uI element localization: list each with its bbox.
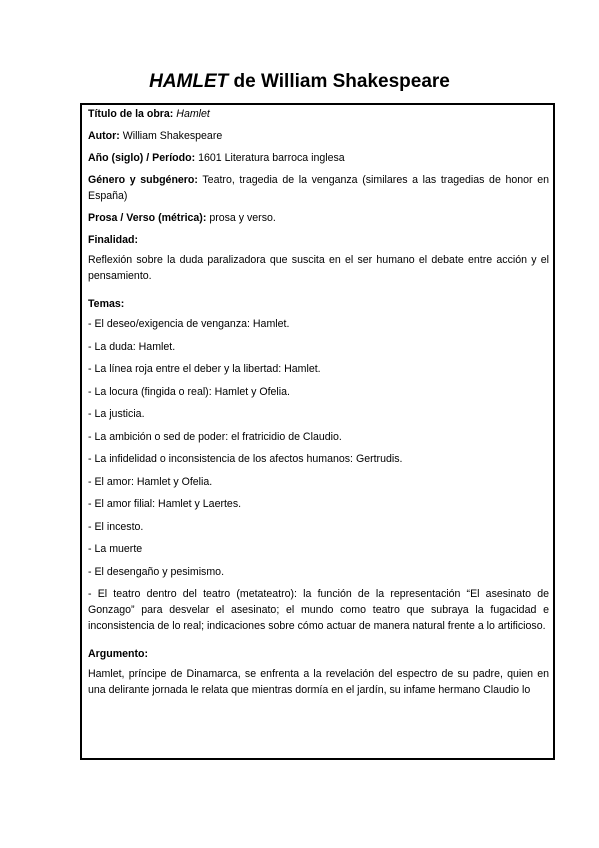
list-item: - El incesto.: [88, 520, 144, 533]
field-titulo: [88, 106, 549, 122]
titulo-label: Título de la obra:: [88, 108, 174, 120]
list-item: - El teatro dentro del teatro (metateatro): la función de la representación “El asesinato de Gonzago” para desvelar el asesinato; el mundo como teatro que subraya la fugacidad e inconsistencia de lo real; indicaciones sobre cómo actuar de manera natural frente a lo artificioso.: [88, 588, 549, 632]
list-item: - La línea roja entre el deber y la libertad: Hamlet.: [88, 363, 321, 375]
list-item: - El deseo/exigencia de venganza: Hamlet.: [88, 318, 290, 330]
field-prosa: [88, 210, 549, 226]
titulo-value: Hamlet: [176, 108, 210, 120]
list-item: - La infidelidad o inconsistencia de los afectos humanos: Gertrudis.: [88, 453, 403, 465]
list-item: - La justicia.: [88, 408, 145, 420]
temas-label: Temas:: [88, 298, 125, 310]
list-item: - El amor filial: Hamlet y Laertes.: [88, 498, 242, 510]
argumento-text: Hamlet, príncipe de Dinamarca, se enfrenta a la revelación del espectro de su padre, quien en una delirante jornada le relata que mientras dormía en el jardín, su infame hermano Claudio lo: [88, 668, 549, 696]
autor-value: William Shakespeare: [122, 130, 223, 142]
temas-list: [88, 316, 549, 634]
genero-value: Teatro, tragedia de la venganza (similares a las tragedias de honor en España): [88, 174, 549, 202]
finalidad-text: Reflexión sobre la duda paralizadora que suscita en el ser humano el debate entre acción y el pensamiento.: [88, 254, 549, 282]
title-author: de William Shakespeare: [228, 71, 450, 92]
list-item: - El desengaño y pesimismo.: [88, 565, 225, 578]
anio-value: 1601 Literatura barroca inglesa: [198, 152, 345, 164]
title-work-name: HAMLET: [149, 71, 229, 92]
list-item: - La locura (fingida o real): Hamlet y Ofelia.: [88, 385, 290, 398]
argumento-label: Argumento:: [88, 648, 149, 660]
finalidad-label: Finalidad:: [88, 234, 139, 246]
list-item: - La muerte: [88, 543, 143, 555]
prosa-value: prosa y verso.: [209, 212, 276, 224]
field-autor: [88, 128, 549, 144]
document-title: [0, 71, 599, 93]
list-item: - La ambición o sed de poder: el fratricidio de Claudio.: [88, 430, 342, 443]
field-anio: [88, 150, 549, 166]
autor-label: Autor:: [88, 130, 120, 142]
field-genero: [88, 172, 549, 204]
genero-label: Género y subgénero:: [88, 174, 198, 186]
list-item: - El amor: Hamlet y Ofelia.: [88, 475, 213, 488]
list-item: - La duda: Hamlet.: [88, 340, 176, 353]
prosa-label: Prosa / Verso (métrica):: [88, 212, 207, 224]
anio-label: Año (siglo) / Período:: [88, 152, 196, 164]
info-box: [80, 103, 555, 760]
